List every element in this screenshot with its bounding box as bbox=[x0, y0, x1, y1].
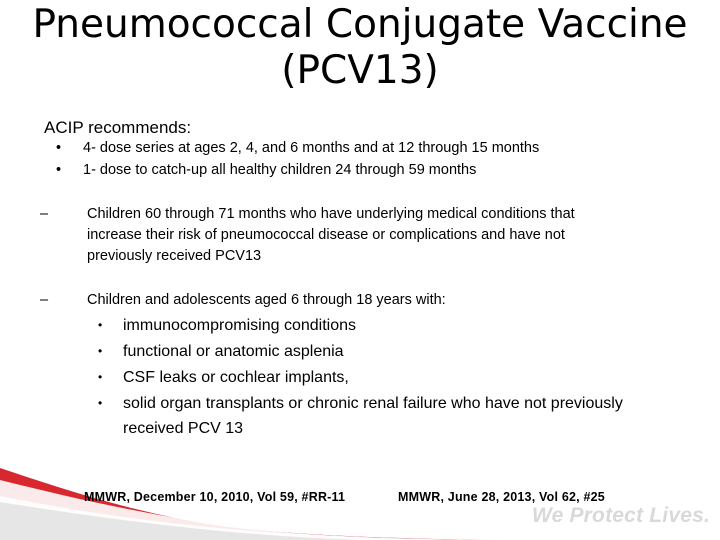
bullet-text: 4- dose series at ages 2, 4, and 6 months and at 12 through 15 months bbox=[83, 140, 540, 156]
bullet-dot: • bbox=[98, 396, 103, 410]
intro-text: ACIP recommends: bbox=[44, 118, 192, 137]
dash-text-line: previously received PCV13 bbox=[87, 248, 262, 264]
bullet-dot: • bbox=[98, 370, 103, 384]
dash-mark: – bbox=[40, 292, 49, 308]
title-line-2: (PCV13) bbox=[281, 48, 439, 93]
dash-text bbox=[87, 204, 677, 267]
dash-text-line: Children 60 through 71 months who have underlying medical conditions that bbox=[87, 206, 575, 222]
sub-bullet-line: solid organ transplants or chronic renal failure who have not previously bbox=[123, 395, 623, 412]
sub-bullet-line: received PCV 13 bbox=[123, 420, 244, 437]
tagline: We Protect Lives. bbox=[531, 504, 710, 527]
sub-bullet-text: CSF leaks or cochlear implants, bbox=[123, 369, 349, 386]
citation-1: MMWR, December 10, 2010, Vol 59, #RR-11 bbox=[84, 490, 346, 504]
sub-bullet-text: immunocompromising conditions bbox=[123, 317, 356, 334]
sub-bullet-text: functional or anatomic asplenia bbox=[123, 343, 344, 360]
citation-2: MMWR, June 28, 2013, Vol 62, #25 bbox=[398, 490, 605, 504]
bullet-dot: • bbox=[98, 318, 103, 332]
bullet-text: 1- dose to catch-up all healthy children 24 through 59 months bbox=[83, 162, 477, 178]
title-line-1: Pneumococcal Conjugate Vaccine bbox=[32, 2, 688, 47]
slide-title bbox=[0, 2, 720, 94]
dash-mark: – bbox=[40, 206, 49, 222]
bullet-dot: • bbox=[56, 140, 62, 156]
dash-text-line: increase their risk of pneumococcal disease or complications and have not bbox=[87, 227, 565, 243]
dash-text bbox=[87, 290, 677, 311]
bullet-dot: • bbox=[56, 162, 62, 178]
dash-text-line: Children and adolescents aged 6 through 18 years with: bbox=[87, 292, 446, 308]
bullet-dot: • bbox=[98, 344, 103, 358]
